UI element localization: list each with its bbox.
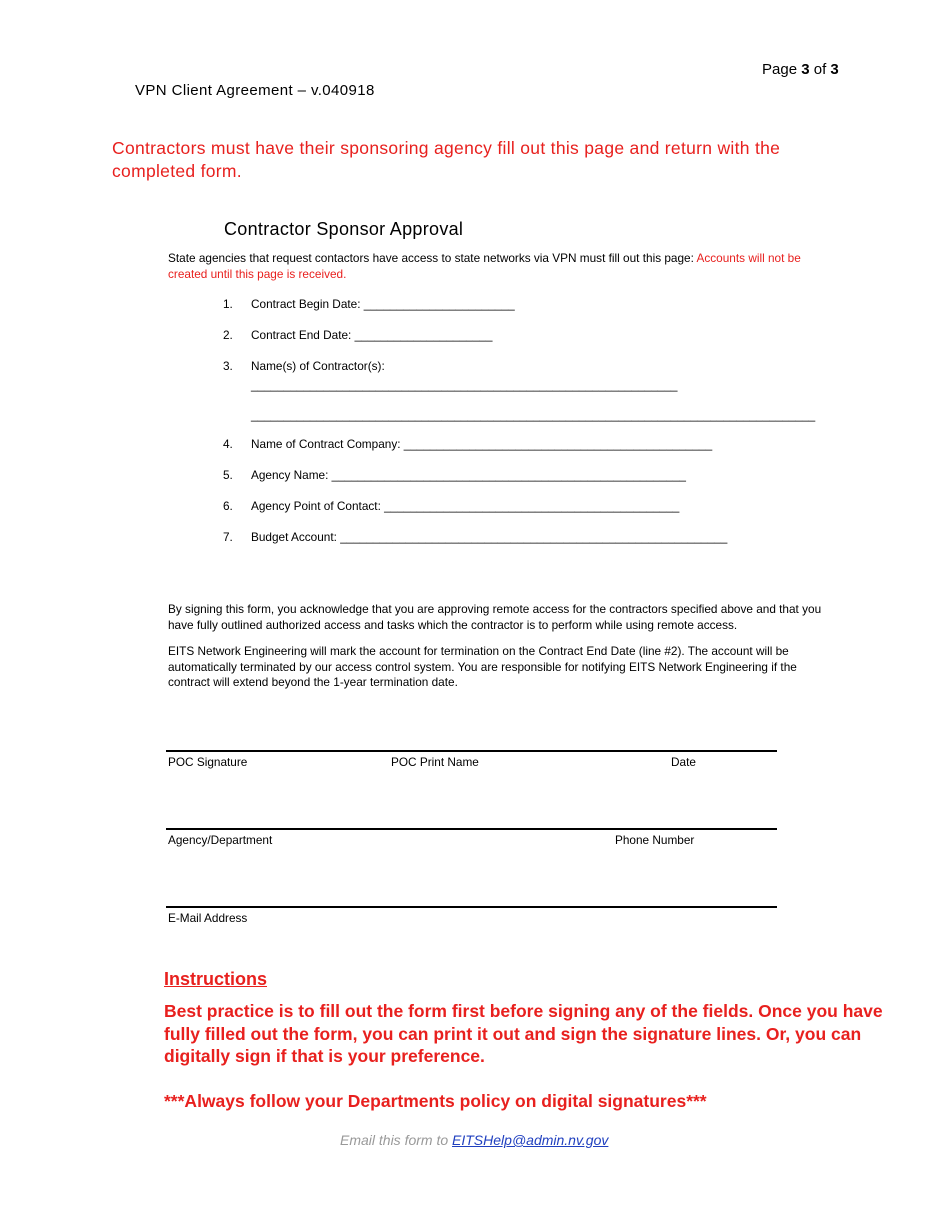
item-text: Agency Name: ______________________________________________________ [251, 468, 686, 482]
item-number: 7. [223, 530, 233, 544]
phone-number-label: Phone Number [615, 833, 695, 847]
intro-paragraph [168, 250, 836, 282]
poc-print-name-label: POC Print Name [391, 755, 479, 769]
page-number [762, 61, 839, 78]
agency-department-label: Agency/Department [168, 833, 273, 847]
item-number: 5. [223, 468, 233, 482]
intro-warning: Accounts will not be created until this page is received. [168, 251, 801, 281]
item-number: 3. [223, 359, 233, 373]
instructions-policy: ***Always follow your Departments policy on digital signatures*** [164, 1091, 707, 1111]
poc-signature-label: POC Signature [168, 755, 248, 769]
item-text: Agency Point of Contact: _____________________________________________ [251, 499, 680, 513]
item-text: Contract Begin Date: _______________________ [251, 297, 515, 311]
item-number: 4. [223, 437, 233, 451]
email-prefix: Email this form to [340, 1132, 453, 1148]
item-text: _________________________________________________________________ [251, 378, 678, 392]
intro-text: State agencies that request contactors have access to state networks via VPN must fill out this page: [168, 251, 697, 265]
page-of: of [813, 61, 827, 78]
item-text: ______________________________________________________________________________________ [251, 408, 816, 422]
page-current: 3 [801, 61, 810, 78]
item-text: Name of Contract Company: _______________________________________________ [251, 437, 713, 451]
section-title: Contractor Sponsor Approval [224, 219, 464, 239]
termination-paragraph: EITS Network Engineering will mark the account for termination on the Contract End Date (line #2). The account will be automatically terminated by our access control system. You are responsible for notifying EITS Network Engineering if the contract will extend beyond the 1-year termination date. [168, 644, 797, 689]
email-link[interactable]: EITSHelp@admin.nv.gov [452, 1132, 609, 1148]
item-number: 2. [223, 328, 233, 342]
instructions-title: Instructions [164, 969, 268, 989]
signature-line-2[interactable] [166, 828, 777, 830]
acknowledgement-paragraph: By signing this form, you acknowledge that you are approving remote access for the contractors specified above and that you have fully outlined authorized access and tasks which the contractor is to perform while using remote access. [168, 602, 822, 632]
contractor-notice: Contractors must have their sponsoring agency fill out this page and return with the completed form. [112, 138, 781, 181]
document-version: VPN Client Agreement – v.040918 [135, 82, 375, 99]
signature-line-1[interactable] [166, 750, 777, 752]
item-text: Name(s) of Contractor(s): [251, 359, 385, 373]
item-number: 1. [223, 297, 233, 311]
signature-line-3[interactable] [166, 906, 777, 908]
date-label: Date [671, 755, 696, 769]
instructions-text: Best practice is to fill out the form first before signing any of the fields. Once you have fully filled out the form, you can print it out and sign the signature lines. Or, you can digitally sign if that is your preference. [164, 1001, 883, 1066]
page-label: Page [762, 61, 798, 78]
page-total: 3 [830, 61, 839, 78]
item-text: Budget Account: ___________________________________________________________ [251, 530, 728, 544]
email-footer [340, 1132, 608, 1148]
item-text: Contract End Date: _____________________ [251, 328, 493, 342]
email-address-label: E-Mail Address [168, 911, 248, 925]
item-number: 6. [223, 499, 233, 513]
